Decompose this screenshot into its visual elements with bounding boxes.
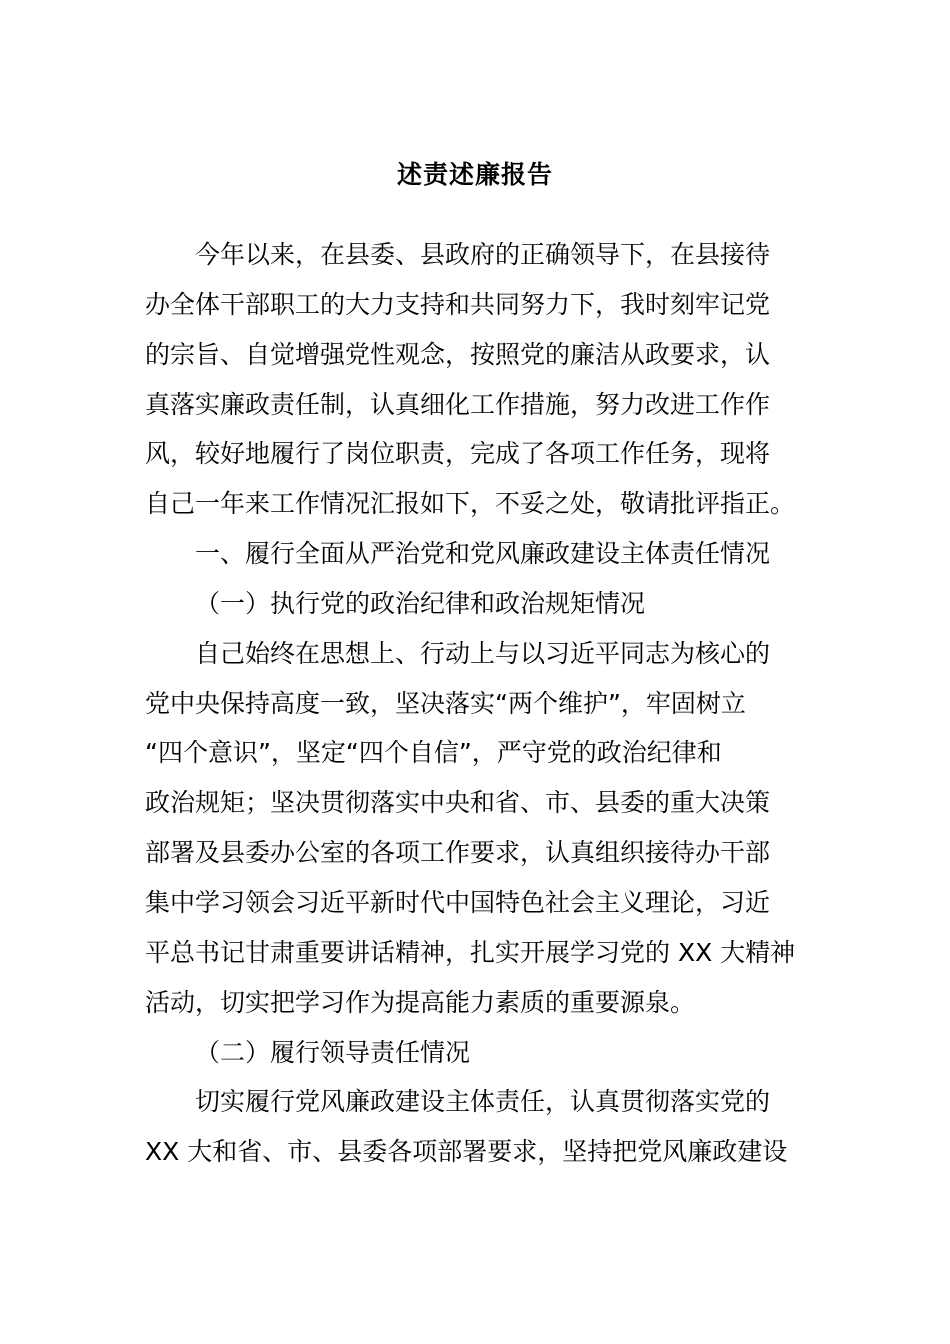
document-title: 述责述廉报告 <box>396 160 553 189</box>
text-line: “四个意识”，坚定“四个自信”，严守党的政治纪律和 <box>145 738 722 768</box>
text-line: 活动，切实把学习作为提高能力素质的重要源泉。 <box>145 987 696 1017</box>
text-line: 自己一年来工作情况汇报如下，不妥之处，敬请批评指正。 <box>145 489 796 519</box>
text-line: 自己始终在思想上、行动上与以习近平同志为核心的 <box>195 638 771 668</box>
text-line: 政治规矩；坚决贯彻落实中央和省、市、县委的重大决策 <box>145 788 771 818</box>
text-line: XX 大和省、市、县委各项部署要求，坚持把党风廉政建设 <box>145 1137 788 1167</box>
text-line: 一、履行全面从严治党和党风廉政建设主体责任情况 <box>195 539 771 569</box>
text-line: 风，较好地履行了岗位职责，完成了各项工作任务，现将 <box>145 439 771 469</box>
text-line: 今年以来，在县委、县政府的正确领导下，在县接待 <box>195 240 771 269</box>
text-line: （二）履行领导责任情况 <box>195 1037 471 1067</box>
text-line: 部署及县委办公室的各项工作要求，认真组织接待办干部 <box>145 838 771 868</box>
text-line: 切实履行党风廉政建设主体责任，认真贯彻落实党的 <box>195 1087 771 1117</box>
text-line: 真落实廉政责任制，认真细化工作措施，努力改进工作作 <box>145 389 771 419</box>
text-line: 集中学习领会习近平新时代中国特色社会主义理论，习近 <box>145 887 771 917</box>
text-line: 党中央保持高度一致，坚决落实“两个维护”，牢固树立 <box>145 688 746 718</box>
text-line: （一）执行党的政治纪律和政治规矩情况 <box>195 588 646 618</box>
text-line: 的宗旨、自觉增强党性观念，按照党的廉洁从政要求，认 <box>145 339 771 369</box>
text-line: 平总书记甘肃重要讲话精神，扎实开展学习党的 XX 大精神 <box>145 937 796 967</box>
text-line: 办全体干部职工的大力支持和共同努力下，我时刻牢记党 <box>145 289 771 319</box>
document-body <box>145 230 815 1177</box>
